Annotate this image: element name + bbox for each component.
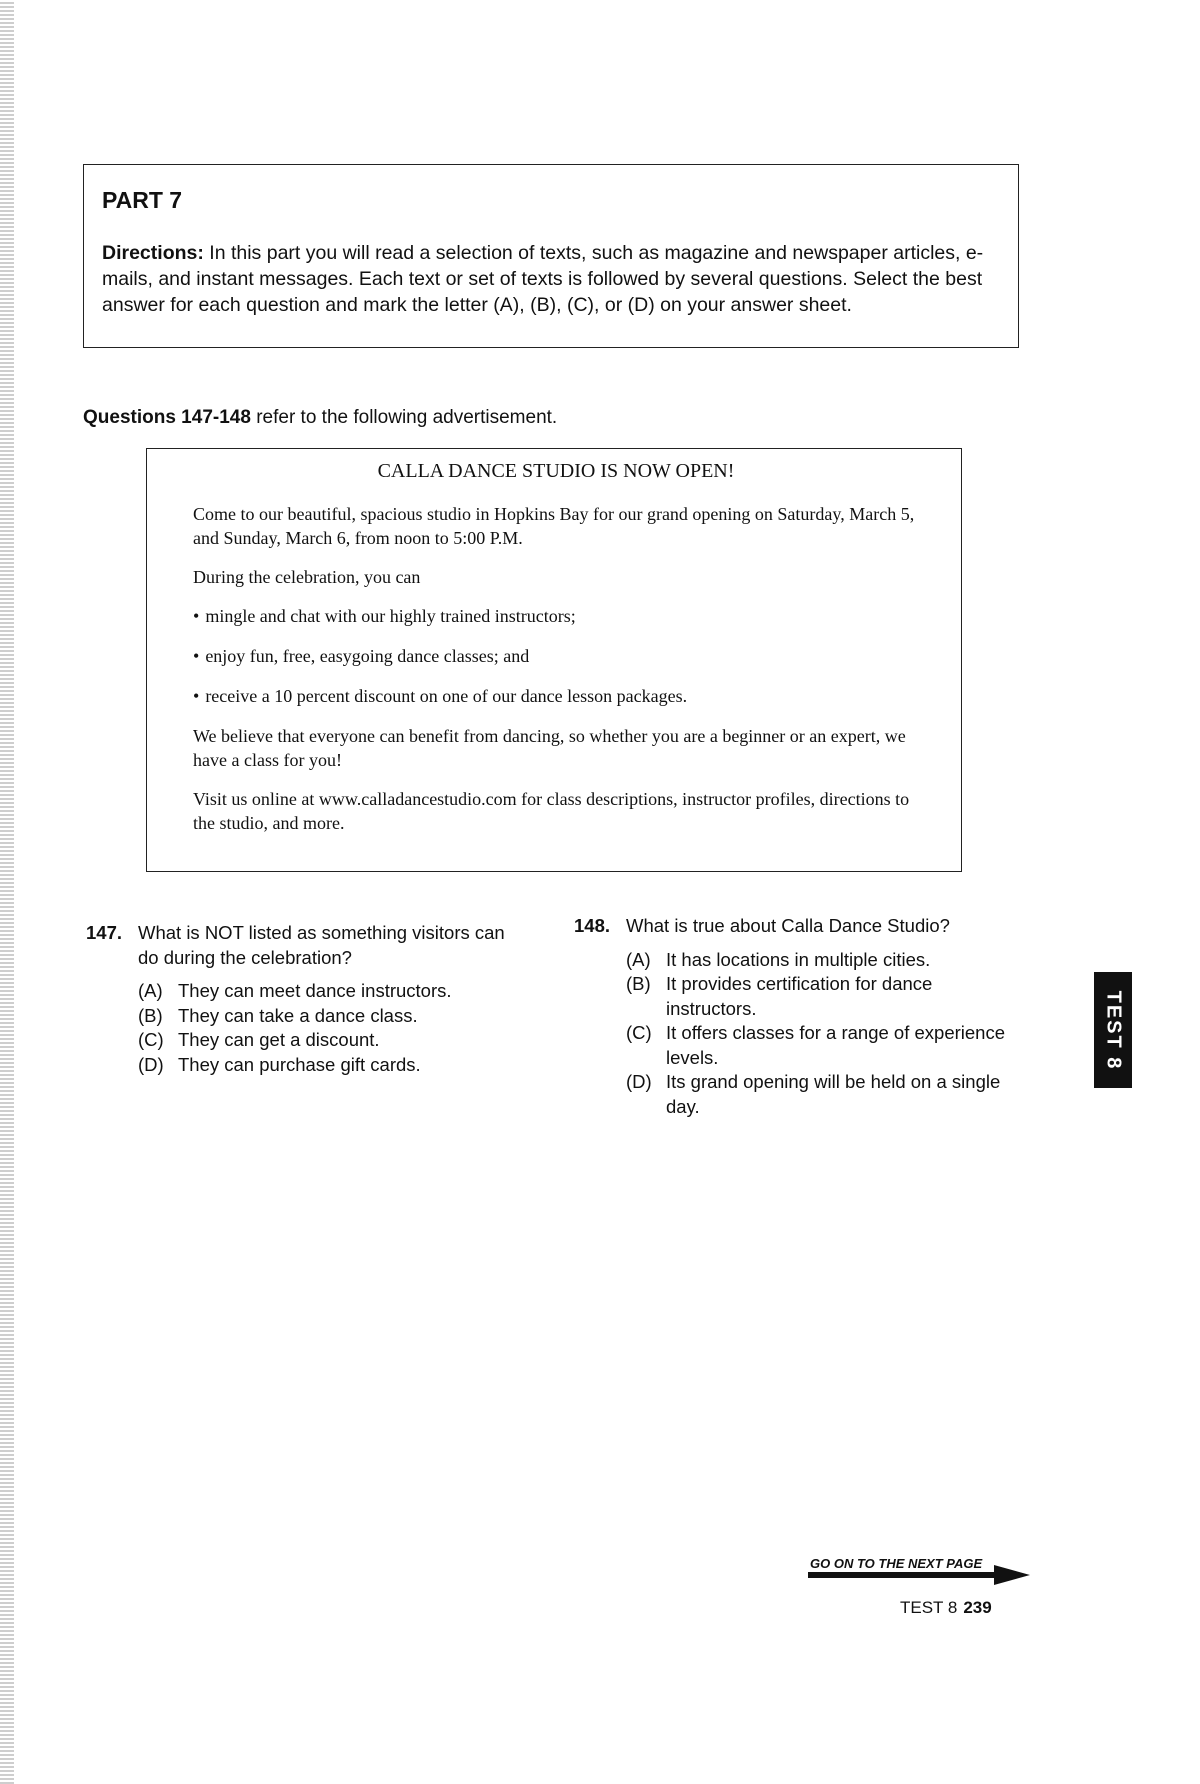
option-text: They can take a dance class.	[178, 1004, 418, 1026]
right-arrow-icon	[808, 1563, 1030, 1587]
directions-label: Directions:	[102, 242, 204, 264]
footer-test-label: TEST 8	[900, 1598, 958, 1617]
answer-options	[138, 979, 526, 1077]
answer-option	[626, 972, 1024, 1021]
answer-option	[626, 948, 1024, 973]
answer-option	[138, 1004, 526, 1029]
answer-option	[138, 1053, 526, 1078]
option-letter: (C)	[138, 1029, 164, 1050]
directions-text	[102, 240, 1000, 318]
option-text: It provides certification for dance instructors.	[666, 973, 933, 1019]
question-text: What is true about Calla Dance Studio?	[626, 915, 950, 936]
ad-paragraph-website: Visit us online at www.calladancestudio.com for class descriptions, instructor profiles, directions to the studio, and more.	[193, 789, 910, 833]
option-letter: (D)	[626, 1071, 652, 1092]
ad-bullet-item: • receive a 10 percent discount on one of our dance lesson packages.	[193, 684, 919, 708]
question-text: What is NOT listed as something visitors can do during the celebration?	[138, 922, 505, 968]
option-letter: (A)	[626, 948, 651, 970]
directions-body: In this part you will read a selection of texts, such as magazine and newspaper articles, e-mails, and instant messages. Each text or set of texts is followed by several questions. Select the best answer for each question and mark the letter (A), (B), (C), or (D) on your answer sheet.	[102, 242, 984, 316]
part-title: PART 7	[102, 187, 183, 213]
answer-options	[626, 948, 1024, 1120]
questions-range: Questions 147-148	[83, 407, 251, 428]
option-letter: (C)	[626, 1022, 652, 1043]
answer-option	[138, 979, 526, 1004]
option-text: They can get a discount.	[178, 1029, 380, 1050]
option-text: Its grand opening will be held on a single day.	[666, 1071, 1001, 1117]
option-text: It offers classes for a range of experience levels.	[666, 1022, 1006, 1068]
ad-paragraph-opening: Come to our beautiful, spacious studio in Hopkins Bay for our grand opening on Saturday, March 5, and Sunday, March 6, from noon to 5:00 P.M.	[193, 504, 915, 548]
question-number: 148.	[574, 915, 611, 936]
test-side-tab	[1094, 972, 1132, 1088]
go-on-label: GO ON TO THE NEXT PAGE	[810, 1556, 983, 1571]
page-number: 239	[963, 1598, 992, 1617]
questions-intro-text: refer to the following advertisement.	[256, 407, 558, 428]
option-letter: (B)	[626, 973, 651, 994]
option-text: They can meet dance instructors.	[178, 980, 452, 1001]
advertisement-box	[146, 448, 962, 872]
option-text: They can purchase gift cards.	[178, 1053, 421, 1075]
answer-option	[626, 1021, 1024, 1070]
option-text: It has locations in multiple cities.	[666, 948, 931, 970]
answer-option	[138, 1028, 526, 1053]
question-147	[86, 921, 526, 1077]
page-footer	[900, 1598, 992, 1618]
test-side-tab-label: TEST 8	[1102, 990, 1125, 1070]
ad-bullet-list	[193, 604, 919, 708]
option-letter: (B)	[138, 1004, 163, 1026]
questions-intro	[83, 407, 557, 429]
ad-paragraph-everyone: We believe that everyone can benefit from dancing, so whether you are a beginner or an expert, we have a class for you!	[193, 726, 906, 770]
ad-bullet-item: • mingle and chat with our highly trained instructors;	[193, 604, 919, 628]
question-number: 147.	[86, 922, 123, 943]
question-148	[574, 914, 1024, 1119]
option-letter: (A)	[138, 980, 163, 1001]
directions-box	[83, 164, 1019, 348]
advertisement-title: CALLA DANCE STUDIO IS NOW OPEN!	[377, 460, 735, 482]
ad-paragraph-celebration: During the celebration, you can	[193, 567, 421, 587]
option-letter: (D)	[138, 1053, 164, 1075]
scan-edge-strip	[0, 0, 14, 1784]
answer-option	[626, 1070, 1024, 1119]
ad-bullet-item: • enjoy fun, free, easygoing dance classes; and	[193, 644, 919, 668]
